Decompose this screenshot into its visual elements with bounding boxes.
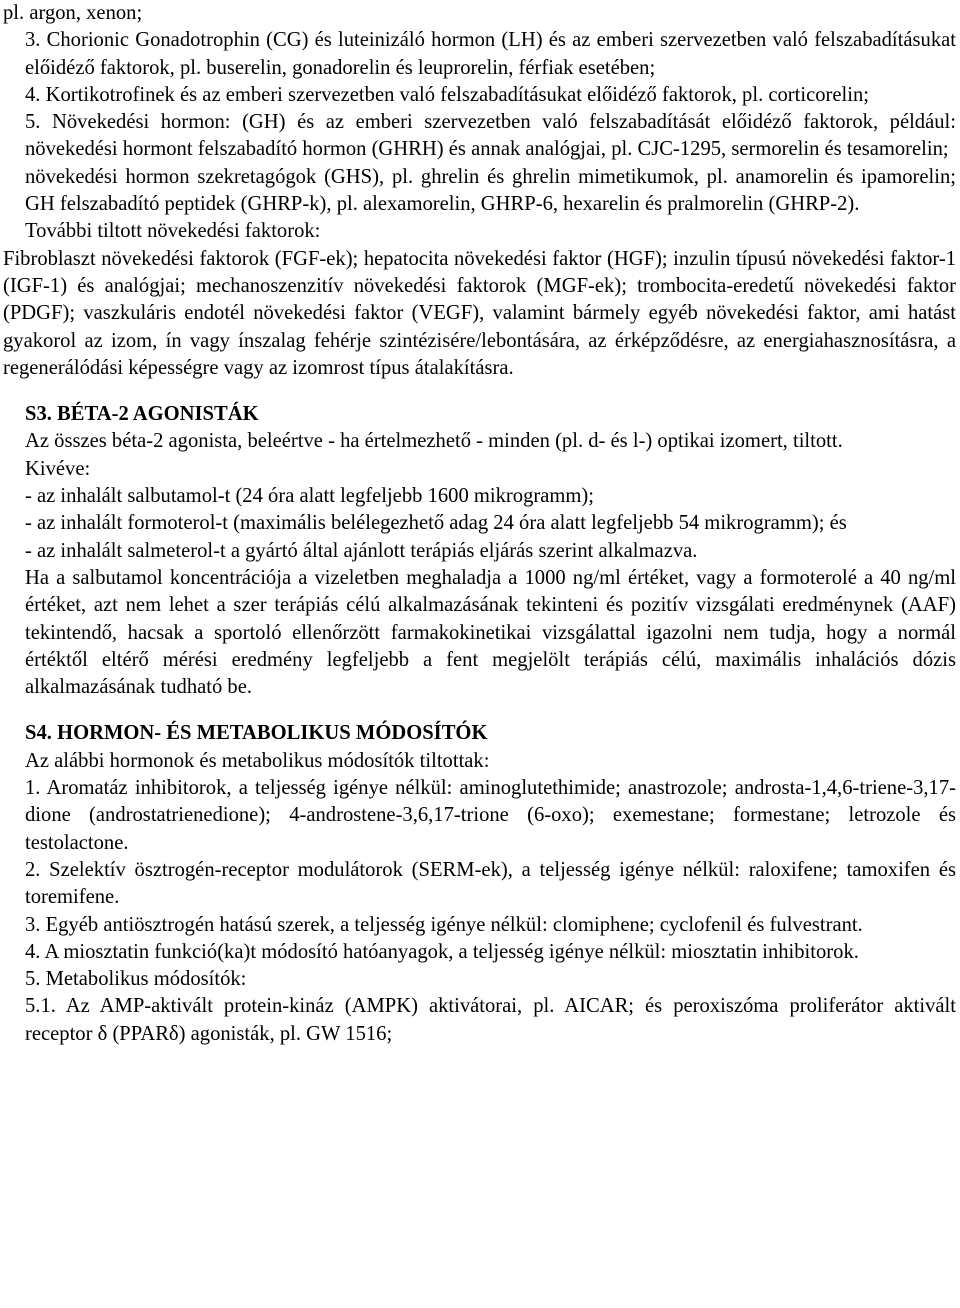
list-item-antiestrogen: 3. Egyéb antiösztrogén hatású szerek, a teljesség igénye nélkül: clomiphene; cyclofenil és fulvestrant. [25, 913, 863, 936]
list-item-growth-hormone: 5. Növekedési hormon: (GH) és az emberi szervezetben való felszabadítását előidéző faktorok, például: növekedési hormont felszabadító hormon (GHRH) és annak analógjai, pl. CJC-1295, sermorelin és tesamorelin; [25, 111, 956, 161]
list-item-myostatin: 4. A miosztatin funkció(ka)t módosító hatóanyagok, a teljesség igénye nélkül: miosztatin inhibitorok. [25, 940, 859, 963]
section-gap [3, 701, 956, 720]
list-item-formoterol: - az inhalált formoterol-t (maximális belélegezhető adag 24 óra alatt legfeljebb 54 mikrogramm); és [25, 512, 847, 535]
paragraph-ghs: növekedési hormon szekretagógok (GHS), pl. ghrelin és ghrelin mimetikumok, pl. anamorelin és ipamorelin; GH felszabadító peptidek (GHRP-k), pl. alexamorelin, GHRP-6, hexarelin és pralmorelin (GHRP-2). [25, 165, 956, 216]
list-item-ampk: 5.1. Az AMP-aktivált protein-kináz (AMPK) aktivátorai, pl. AICAR; és peroxiszóma proliferátor aktivált receptor δ (PPARδ) agonisták, pl. GW 1516; [25, 995, 956, 1045]
section-gap [3, 382, 956, 401]
list-item-aromatase: 1. Aromatáz inhibitorok, a teljesség igénye nélkül: aminoglutethimide; anastrozole; androsta-1,4,6-triene-3,17-dione (androstatrienedione); 4-androstene-3,6,17-trione (6-oxo); exemestane; formestane; letrozole és testolactone. [25, 777, 956, 854]
paragraph-growth-factors: Fibroblaszt növekedési faktorok (FGF-ek); hepatocita növekedési faktor (HGF); inzulin típusú növekedési faktor-1 (IGF-1) és analógjai; mechanoszenzitív növekedési faktorok (MGF-ek); trombocita-eredetű növekedési faktor (PDGF); vaszkuláris endotél növekedési faktor (VEGF), valamint bármely egyéb növekedési faktor, ami hatást gyakorol az izom, ín vagy ínszalag fehérje szintézisére/lebontására, az érképződésre, az energiahasznosításra, a regenerálódási képességre vagy az izomrost típus átalakításra. [3, 247, 956, 379]
list-item-corticotrophins: 4. Kortikotrofinek és az emberi szervezetben való felszabadításukat előidéző faktorok, pl. corticorelin; [25, 83, 870, 106]
paragraph-other-growth-factors-label: További tiltott növekedési faktorok: [25, 220, 321, 243]
list-item-metabolic: 5. Metabolikus módosítók: [25, 968, 247, 991]
paragraph-except-label: Kivéve: [25, 457, 91, 480]
list-item-salmeterol: - az inhalált salmeterol-t a gyártó által ajánlott terápiás eljárás szerint alkalmazva. [25, 539, 698, 562]
paragraph-salbutamol-threshold: Ha a salbutamol koncentrációja a vizeletben meghaladja a 1000 ng/ml értéket, vagy a formoterolé a 40 ng/ml értéket, azt nem lehet a szer terápiás célú alkalmazásának tekinteni és pozitív vizsgálati eredménynek (AAF) tekintendő, hacsak a sportoló ellenőrzött farmakokinetikai vizsgálattal igazolni nem tudja, hogy a normál értéktől eltérő mérési eredmény legfeljebb a fent megjelölt terápiás célú, maximális inhalációs dózis alkalmazásának tudható be. [25, 566, 956, 699]
list-continuation: pl. argon, xenon; [3, 2, 143, 24]
paragraph-s4-intro: Az alábbi hormonok és metabolikus módosítók tiltottak: [25, 749, 490, 772]
section-heading-s4: S4. HORMON- ÉS METABOLIKUS MÓDOSÍTÓK [25, 722, 488, 745]
section-heading-s3: S3. BÉTA-2 AGONISTÁK [25, 403, 259, 426]
document-page [3, 0, 956, 1048]
list-item-cg-lh: 3. Chorionic Gonadotrophin (CG) és luteinizáló hormon (LH) és az emberi szervezetben való felszabadításukat előidéző faktorok, pl. buserelin, gonadorelin és leuprorelin, férfiak esetében; [25, 29, 956, 79]
paragraph-beta2-all: Az összes béta-2 agonista, beleértve - ha értelmezhető - minden (pl. d- és l-) optikai izomert, tiltott. [25, 430, 843, 453]
list-item-serm: 2. Szelektív ösztrogén-receptor modulátorok (SERM-ek), a teljesség igénye nélkül: raloxifene; tamoxifen és toremifene. [25, 858, 956, 909]
list-item-salbutamol: - az inhalált salbutamol-t (24 óra alatt legfeljebb 1600 mikrogramm); [25, 485, 595, 508]
